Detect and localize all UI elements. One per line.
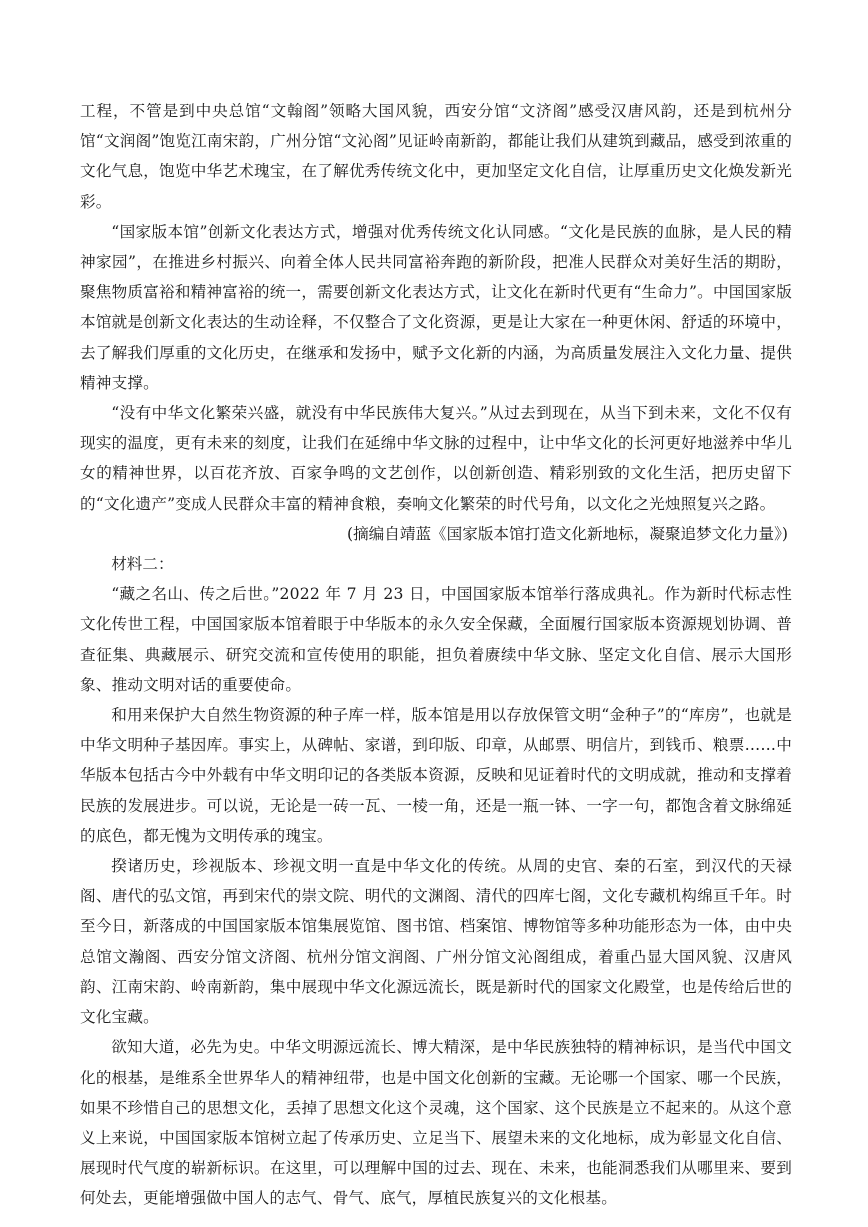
article-body bbox=[80, 96, 792, 1214]
paragraph-cultural-landmark: 欲知大道，必先为史。中华文明源远流长、博大精深，是中华民族独特的精神标识，是当代中国文化的根基，是维系全世界华人的精神纽带，也是中国文化创新的宝藏。无论哪一个国家、哪一个民族，如果不珍惜自己的思想文化，丢掉了思想文化这个灵魂，这个国家、这个民族是立不起来的。从这个意义上来说，中国国家版本馆树立起了传承历史、立足当下、展望未来的文化地标，成为彰显文化自信、展现时代气度的崭新标识。在这里，可以理解中国的过去、现在、未来，也能洞悉我们从哪里来、要到何处去，更能增强做中国人的志气、骨气、底气，厚植民族复兴的文化根基。 bbox=[80, 1038, 792, 1208]
paragraph-gene-bank: 和用来保护大自然生物资源的种子库一样，版本馆是用以存放保管文明“金种子”的“库房”，也就是中华文明种子基因库。事实上，从碑帖、家谱，到印版、印章，从邮票、明信片，到钱币、粮票……中华版本包括古今中外载有中华文明印记的各类版本资源，反映和见证着时代的文明成就，推动和支撑着民族的发展进步。可以说，无论是一砖一瓦、一棱一角，还是一瓶一钵、一字一句，都饱含着文脉绵延的底色，都无愧为文明传承的瑰宝。 bbox=[80, 706, 792, 845]
paragraph-cultural-expression: “国家版本馆”创新文化表达方式，增强对优秀传统文化认同感。“文化是民族的血脉，是人民的精神家园”，在推进乡村振兴、向着全体人民共同富裕奔跑的新阶段，把准人民群众对美好生活的期盼，聚焦物质富裕和精神富裕的统一，需要创新文化表达方式，让文化在新时代更有“生命力”。中国国家版本馆就是创新文化表达的生动诠释，不仅整合了文化资源，更是让大家在一种更休闲、舒适的环境中，去了解我们厚重的文化历史，在继承和发扬中，赋予文化新的内涵，为高质量发展注入文化力量、提供精神支撑。 bbox=[80, 222, 792, 392]
paragraph-inauguration: “藏之名山、传之后世。”2022 年 7 月 23 日，中国国家版本馆举行落成典礼。作为新时代标志性文化传世工程，中国国家版本馆着眼于中华版本的永久安全保藏，全面履行国家版本资源规划协调、普查征集、典藏展示、研究交流和宣传使用的职能，担负着赓续中华文脉、坚定文化自信、展示大国形象、推动文明对话的重要使命。 bbox=[80, 585, 792, 694]
source-citation: (摘编自靖蓝《国家版本馆打造文化新地标，凝聚追梦文化力量》) bbox=[347, 524, 788, 543]
paragraph-cultural-prosperity: “没有中华文化繁荣兴盛，就没有中华民族伟大复兴。”从过去到现在，从当下到未来，文化不仅有现实的温度，更有未来的刻度，让我们在延绵中华文脉的过程中，让中华文化的长河更好地滋养中华儿女的精神世界，以百花齐放、百家争鸣的文艺创作，以创新创造、精彩别致的文化生活，把历史留下的“文化遗产”变成人民群众丰富的精神食粮，奏响文化繁荣的时代号角，以文化之光烛照复兴之路。 bbox=[80, 404, 792, 513]
material-two-heading: 材料二： bbox=[111, 555, 174, 574]
paragraph-continuation: 工程，不管是到中央总馆“文翰阁”领略大国风貌，西安分馆“文济阁”感受汉唐风韵，还是到杭州分馆“文润阁”饱览江南宋韵，广州分馆“文沁阁”见证岭南新韵，都能让我们从建筑到藏品，感受到浓重的文化气息，饱览中华艺术瑰宝，在了解优秀传统文化中，更加坚定文化自信，让厚重历史文化焕发新光彩。 bbox=[80, 102, 792, 211]
paragraph-history: 揆诸历史，珍视版本、珍视文明一直是中华文化的传统。从周的史官、秦的石室，到汉代的天禄阁、唐代的弘文馆，再到宋代的崇文院、明代的文渊阁、清代的四库七阁，文化专藏机构绵亘千年。时至今日，新落成的中国国家版本馆集展览馆、图书馆、档案馆、博物馆等多种功能形态为一体，由中央总馆文瀚阁、西安分馆文济阁、杭州分馆文润阁、广州分馆文沁阁组成，着重凸显大国风貌、汉唐风韵、江南宋韵、岭南新韵，集中展现中华文化源远流长，既是新时代的国家文化殿堂，也是传给后世的文化宝藏。 bbox=[80, 857, 792, 1027]
